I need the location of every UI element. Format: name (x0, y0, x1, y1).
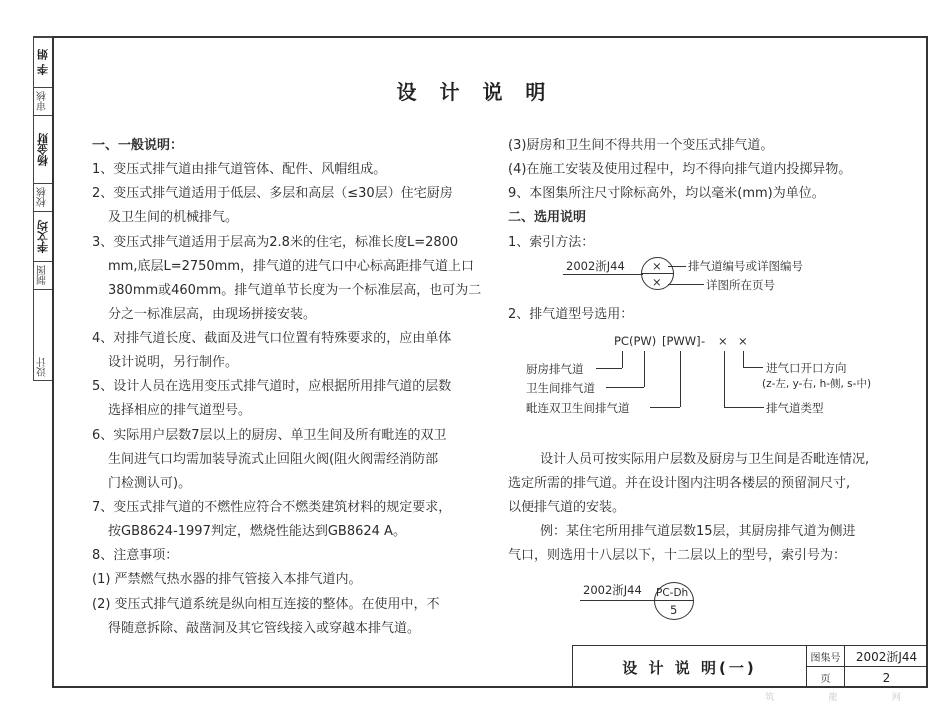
model-label-kitchen: 厨房排气道 (526, 362, 584, 376)
sidebar-signature-1: 李 娟 (34, 37, 52, 87)
left-line-19: (2) 变压式排气道系统是纵向相互连接的整体。在使用中，不 (92, 597, 440, 612)
left-line-6: 380mm或460mm。排气道单节长度为一个标准层高，也可为二 (108, 283, 482, 298)
left-line-2: 2、变压式排气道适用于低层、多层和高层（≤30层）住宅厨房 (92, 186, 453, 201)
right-item-4: (4)在施工安装及使用过程中，均不得向排气道内投掷异物。 (508, 162, 852, 177)
model-label-bath: 卫生间排气道 (526, 381, 595, 395)
left-line-8: 4、对排气道长度、截面及进气口位置有特殊要求的，应由单体 (92, 331, 452, 346)
example-code-bottom: 5 (670, 603, 678, 617)
leader-double-h (650, 407, 680, 408)
index-ref-underline (563, 274, 643, 275)
page-number-value: 2 (844, 667, 928, 688)
model-code-dash: - (701, 334, 706, 348)
index-x-top: × (652, 259, 662, 273)
para1-line-1: 设计人员可按实际用户层数及厨房与卫生间是否毗连情况, (540, 452, 870, 467)
index-leader-bottom (668, 284, 704, 285)
sidebar-signature-3: 李文均 (34, 211, 52, 261)
left-line-4: 3、变压式排气道适用于层高为2.8米的住宅，标准长度L=2800 (92, 235, 459, 250)
leader-kitchen-h (596, 368, 622, 369)
leader-inlet-v (743, 351, 744, 367)
index-x-bottom: × (652, 275, 662, 289)
model-code-x1: × (718, 334, 728, 348)
sidebar-signature-4 (34, 289, 52, 354)
page-number-label: 页 (806, 667, 844, 688)
leader-double-v (680, 351, 681, 407)
section-general-heading: 一、一般说明： (92, 138, 184, 153)
left-line-1: 1、变压式排气道由排气道管体、配件、风帽组成。 (92, 162, 387, 177)
watermark (738, 690, 928, 702)
sidebar-label-design: 设计 (37, 357, 49, 378)
leader-inlet-h (743, 367, 763, 368)
para1-line-2: 选定所需的排气道。并在设计图内注明各楼层的预留洞尺寸, (508, 476, 851, 491)
leader-type-h (724, 407, 764, 408)
leader-bath-h (606, 387, 644, 388)
title-block-title: 设 计 说 明(一) (622, 658, 757, 677)
section-selection-heading: 二、选用说明 (508, 210, 587, 225)
watermark-char-2: 龍 (828, 692, 838, 703)
left-line-3: 及卫生间的机械排气。 (108, 210, 239, 225)
right-item-9: 9、本图集所注尺寸除标高外，均以毫米(mm)为单位。 (508, 186, 825, 201)
index-ref-code: 2002浙J44 (566, 259, 625, 273)
left-line-14: 门检测认可)。 (108, 476, 192, 491)
left-line-11: 选择相应的排气道型号。 (108, 403, 252, 418)
index-label-number: 排气道编号或详图编号 (688, 259, 803, 273)
model-label-inlet: 进气口开口方向 (766, 361, 847, 375)
title-block (572, 645, 928, 688)
model-code-pww: [PWW] (662, 334, 701, 348)
para2-line-1: 例：某住宅所用排气道层数15层，其厨房排气道为侧进 (540, 524, 856, 539)
model-code-pc: PC(PW) (614, 334, 657, 348)
para2-line-2: 气口，则选用十八层以下，十二层以上的型号，索引号为： (508, 548, 847, 563)
left-line-5: mm,底层L=2750mm，排气道的进气口中心标高距排气道上口 (108, 259, 475, 274)
left-line-17: 8、注意事项： (92, 548, 179, 563)
index-method-label: 1、索引方法： (508, 235, 595, 250)
left-line-7: 分之一标准层高，由现场拼接安装。 (108, 307, 317, 322)
model-label-double: 毗连双卫生间排气道 (526, 401, 630, 415)
sidebar-signature-2: 杨金财 (34, 115, 52, 183)
left-line-15: 7、变压式排气道的不燃性应符合不燃类建筑材料的规定要求， (92, 500, 452, 515)
sidebar-label-review: 审核 (34, 87, 52, 115)
sidebar-label-check: 校核 (34, 183, 52, 211)
para1-line-3: 以便排气道的安装。 (508, 500, 626, 515)
example-ref-code: 2002浙J44 (583, 583, 642, 597)
model-code-x2: × (738, 334, 748, 348)
model-label-type: 排气道类型 (766, 401, 824, 415)
leader-type-v (724, 351, 725, 407)
atlas-number-value: 2002浙J44 (844, 646, 928, 667)
left-line-13: 生间进气口均需加装导流式止回阻火阀(阻火阀需经消防部 (108, 452, 439, 467)
left-line-12: 6、实际用户层数7层以上的厨房、单卫生间及所有毗连的双卫 (92, 428, 447, 443)
model-select-label: 2、排气道型号选用： (508, 307, 634, 322)
left-line-9: 设计说明，另行制作。 (108, 355, 239, 370)
page-title: 设 计 说 明 (396, 80, 554, 104)
leader-kitchen-v (622, 351, 623, 368)
example-code-top: PC-Dh (656, 587, 689, 599)
atlas-number-label: 图集号 (806, 646, 844, 667)
right-item-3: (3)厨房和卫生间不得共用一个变压式排气道。 (508, 138, 774, 153)
model-label-inlet-detail: (z-左, y-右, h-侧, s-中) (762, 378, 872, 390)
left-line-18: (1) 严禁燃气热水器的排气管接入本排气道内。 (92, 572, 362, 587)
index-leader-top (668, 266, 686, 267)
left-line-16: 按GB8624-1997判定，燃烧性能达到GB8624 A。 (108, 524, 406, 539)
left-line-10: 5、设计人员在选用变压式排气道时，应根据所用排气道的层数 (92, 379, 452, 394)
watermark-char-3: 网 (891, 692, 901, 703)
index-label-page: 详图所在页号 (706, 278, 775, 292)
leader-bath-v (644, 351, 645, 387)
left-line-20: 得随意拆除、敲凿洞及其它管线接入或穿越本排气道。 (108, 621, 421, 636)
example-ref-underline (580, 600, 656, 601)
watermark-char-1: 筑 (765, 692, 775, 703)
sidebar-label-drawing: 制图 (34, 261, 52, 289)
